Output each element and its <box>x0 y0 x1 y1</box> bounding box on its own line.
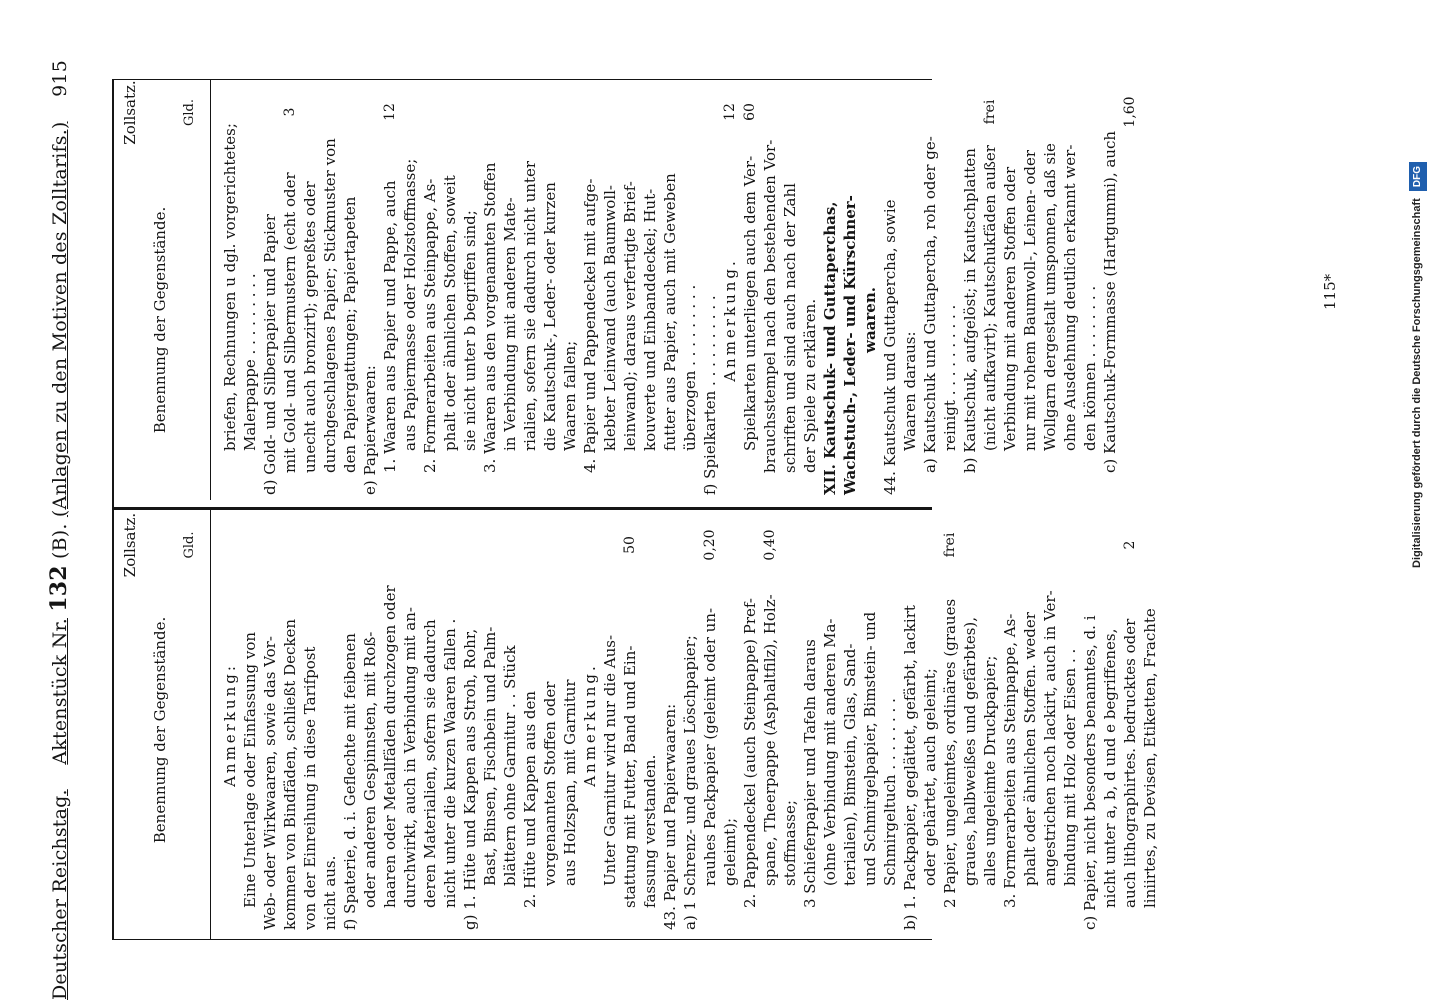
header-mid-prefix: Aktenstück Nr. <box>49 618 71 765</box>
tariff-line: unecht auch bronzirt); gepreßtes oder <box>301 181 319 473</box>
duty-rate: frei <box>942 532 958 558</box>
tariff-line: blättern ohne Garnitur . . Stück <box>501 645 519 886</box>
header-mid-number: 132 <box>46 565 72 612</box>
tariff-line: auch lithographirtes. bedrucktes oder <box>1121 618 1139 908</box>
tariff-line: 2. Hüte und Kappen aus den <box>521 690 539 908</box>
tariff-line: durchgeschlagenes Papier; Stickmuster von <box>321 138 339 473</box>
tariff-line: f) Spaterie, d. i. Geflechte mit feibenen <box>341 633 359 930</box>
tariff-line: Anmerkung. <box>581 663 599 787</box>
left-rates <box>220 515 1138 575</box>
tariff-line: reinigt . . . . . . . . . . <box>941 304 959 451</box>
tariff-line: XII. Kautschuk- und Guttaperchas, <box>821 201 839 495</box>
tariff-line: brauchsstempel nach den bestehenden Vor- <box>761 139 779 473</box>
tariff-line: Wollgarn dergestalt umsponnen, daß sie <box>1041 143 1059 451</box>
tariff-line: futter aus Papier, auch mit Geweben <box>661 173 679 451</box>
tariff-line: kommen von Bindfäden, schließt Decken <box>281 618 299 930</box>
tariff-line: Waaren daraus: <box>901 331 919 451</box>
tariff-line: Anmerkung. <box>721 258 739 382</box>
tariff-line: 2. Formerarbeiten aus Steinpappe, As- <box>421 178 439 473</box>
duty-rate: 12 <box>722 103 738 121</box>
tariff-line: e) Papierwaaren: <box>361 365 379 495</box>
tariff-line: von der Einreihung in diese Tarifpost <box>301 646 319 930</box>
tariff-line: mit Gold- und Silbermustern (echt oder <box>281 172 299 473</box>
dfg-credit-text: Digitalisierung gefördert durch die Deutsche Forschungsgemeinschaft <box>1411 198 1423 568</box>
tariff-line: 1. Waaren aus Papier und Pappe, auch <box>381 180 399 473</box>
right-rates <box>220 82 1138 142</box>
left-rate-head-label: Zollsatz. <box>121 512 139 578</box>
tariff-line: c) Papier, nicht besonders benanntes, d. i <box>1081 615 1099 930</box>
tariff-line: waaren. <box>861 287 879 353</box>
tariff-line: Verbindung mit anderen Stoffen oder <box>1001 166 1019 451</box>
tariff-line: 3 Schieferpapier und Tafeln daraus <box>801 639 819 908</box>
header-mid-suffix: (B). <box>49 523 71 559</box>
tariff-line: d) Gold- und Silberpapier und Papier <box>261 214 279 495</box>
column-divider-left-rate <box>112 939 932 940</box>
column-divider-center <box>112 507 932 510</box>
tariff-line: phalt oder ähnlichen Stoffen. weder <box>1021 612 1039 886</box>
tariff-line: und Schmirgelpapier, Bimstein- und <box>861 611 879 886</box>
right-rate-head <box>120 80 200 145</box>
tariff-line: nur mit rohem Baumwoll-, Leinen- oder <box>1021 149 1039 451</box>
tariff-line: geleimt); <box>721 817 739 886</box>
tariff-line: Eine Unterlage oder Einfassung von <box>241 631 259 908</box>
tariff-line: oder anderen Gespinnsten, mit Roß- <box>361 631 379 908</box>
header-middle <box>46 97 72 789</box>
signature-mark: 115* <box>1321 273 1339 310</box>
tariff-line: Web- oder Wirkwaaren, sowie das Vor- <box>261 636 279 930</box>
tariff-line: a) Kautschuk und Guttapercha, roh oder ge- <box>921 136 939 473</box>
tariff-line: b) Kautschuk, aufgelöst; in Kautschplatten <box>961 148 979 473</box>
tariff-line: a) 1 Schrenz- und graues Löschpapier; <box>681 635 699 930</box>
col-head-rule-right <box>210 80 211 500</box>
tariff-line: kouverte und Einbanddeckel; Hut- <box>641 188 659 451</box>
tariff-line: leinwand); daraus verfertigte Brief- <box>621 181 639 451</box>
left-rate-head-unit: Gld. <box>182 531 197 559</box>
dfg-logo: DFG <box>1409 162 1427 191</box>
page-header <box>30 60 70 1000</box>
tariff-line: Unter Garnitur wird nur die Aus- <box>601 634 619 886</box>
tariff-line: terialien), Bimstein, Glas, Sand- <box>841 643 859 886</box>
tariff-line: liniirtes, zu Devisen, Etiketten, Frachte <box>1141 608 1159 908</box>
tariff-line: aus Papiermasse oder Holzstoffmasse; <box>401 158 419 451</box>
header-left: Deutscher Reichstag. <box>49 789 71 1000</box>
tariff-line: die Kautschuk-, Leder- oder kurzen <box>541 182 559 451</box>
left-column-head: Benennung der Gegenstände. <box>151 616 169 844</box>
tariff-line: vorgenannten Stoffen oder <box>541 681 559 886</box>
tariff-line: briefen, Rechnungen u dgl. vorgerichtetes; <box>221 123 239 451</box>
tariff-line: g) 1. Hüte und Kappen aus Stroh, Rohr, <box>461 628 479 930</box>
tariff-line: nicht unter a, b, d und e begriffenes, <box>1101 628 1119 908</box>
right-rate-head-label: Zollsatz. <box>121 80 139 145</box>
tariff-line: Spielkarten unterliegen auch dem Ver- <box>741 155 759 451</box>
tariff-line: aus Holzspan, mit Garnitur <box>561 679 579 886</box>
tariff-line: der Spiele zu erklären. <box>801 298 819 473</box>
tariff-line: Malerpappe . . . . . . . . . <box>241 273 259 451</box>
tariff-line: oder gehärtet, auch geleimt; <box>921 668 939 886</box>
tariff-line: Anmerkung: <box>221 663 239 787</box>
tariff-line: klebter Leinwand (auch Baumwoll- <box>601 185 619 451</box>
duty-rate: frei <box>982 99 998 125</box>
tariff-line: graues, halbweißes und gefärbtes), <box>961 616 979 886</box>
tariff-line: fassung verstanden. <box>641 754 659 908</box>
duty-rate: 3 <box>282 107 298 117</box>
header-mid-title: (Anlagen zu den Motiven des Zolltarifs.) <box>49 121 71 518</box>
tariff-line: rauhes Packpapier (geleimt oder un- <box>701 607 719 886</box>
tariff-line: ohne Ausdehnung deutlich erkannt wer- <box>1061 144 1079 451</box>
tariff-line: b) 1. Packpapier, geglättet, gefärbt, lackirt <box>901 605 919 930</box>
tariff-line: (nicht aufkavirt); Kautschukfäden außer <box>981 145 999 451</box>
left-entries <box>220 520 1160 930</box>
tariff-line: rialien, sofern sie dadurch nicht unter <box>521 161 539 451</box>
tariff-line: spane, Theerpappe (Asphaltfilz), Holz- <box>761 594 779 886</box>
tariff-line: stoffmasse; <box>781 800 799 886</box>
tariff-line: Waaren fallen; <box>561 340 579 451</box>
right-entries <box>220 123 1120 495</box>
tariff-line: Bast, Binsen, Fischbein und Palm- <box>481 626 499 886</box>
tariff-line: den Papiergattungen; Papiertapeten <box>341 196 359 473</box>
col-head-rule-left <box>210 510 211 940</box>
tariff-line: nicht aus. <box>321 855 339 930</box>
tariff-line: Wachstuch-, Leder- und Kürschner- <box>841 195 859 495</box>
tariff-line: stattung mit Futter, Band und Ein- <box>621 645 639 908</box>
top-rule <box>112 80 114 940</box>
tariff-line: (ohne Verbindung mit anderen Ma- <box>821 618 839 886</box>
tariff-line: nicht unter die kurzen Waaren fallen . <box>441 618 459 908</box>
tariff-line: deren Materialien, sofern sie dadurch <box>421 619 439 908</box>
tariff-line: 44. Kautschuk und Guttapercha, sowie <box>881 199 899 495</box>
tariff-line: 3. Waaren aus den vorgenannten Stoffen <box>481 162 499 473</box>
right-rate-head-unit: Gld. <box>182 99 197 126</box>
tariff-line: Schmirgeltuch . . . . . . . . <box>881 698 899 886</box>
tariff-line: 43. Papier und Papierwaaren: <box>661 703 679 930</box>
tariff-line: 2 Papier, ungeleimtes, ordinäres (graues <box>941 598 959 908</box>
tariff-line: in Verbindung mit anderen Mate- <box>501 197 519 451</box>
tariff-line: haaren oder Metallfäden durchzogen oder <box>381 585 399 908</box>
tariff-line: 2. Pappendeckel (auch Steinpappe) Pref- <box>741 598 759 908</box>
duty-rate: 0,40 <box>762 529 778 561</box>
dfg-credit <box>1408 8 1426 568</box>
duty-rate: 1,60 <box>1122 96 1138 128</box>
tariff-line: c) Kautschuk-Formmasse (Hartgummi), auch <box>1101 130 1119 473</box>
duty-rate: 2 <box>1122 540 1138 550</box>
tariff-line: phalt oder ähnlichen Stoffen, soweit <box>441 175 459 451</box>
duty-rate: 50 <box>622 536 638 554</box>
tariff-line: den können . . . . . . . . <box>1081 285 1099 451</box>
page-number: 915 <box>49 60 71 97</box>
tariff-line: angestrichen noch lackirt, auch in Ver- <box>1041 590 1059 886</box>
duty-rate: 60 <box>742 103 758 121</box>
column-divider-right-rate <box>112 79 932 80</box>
tariff-line: 3. Formerarbeiten aus Steinpappe, As- <box>1001 613 1019 908</box>
tariff-line: sie nicht unter b begriffen sind; <box>461 210 479 451</box>
duty-rate: 12 <box>382 103 398 121</box>
tariff-line: schriften und sind auch nach der Zahl <box>781 183 799 473</box>
tariff-line: überzogen . . . . . . . . . <box>681 284 699 451</box>
tariff-line: f) Spielkarten . . . . . . . . . . <box>701 295 719 495</box>
duty-rate: 0,20 <box>702 529 718 561</box>
left-rate-head <box>120 510 200 580</box>
tariff-line: durchwirkt, auch in Verbindung mit an- <box>401 607 419 908</box>
tariff-line: 4. Papier und Pappendeckel mit aufge- <box>581 178 599 473</box>
tariff-line: alles ungeleimte Druckpapier; <box>981 655 999 886</box>
right-column-head: Benennung der Gegenstände. <box>151 206 169 434</box>
tariff-line: bindung mit Holz oder Eisen . . <box>1061 648 1079 886</box>
